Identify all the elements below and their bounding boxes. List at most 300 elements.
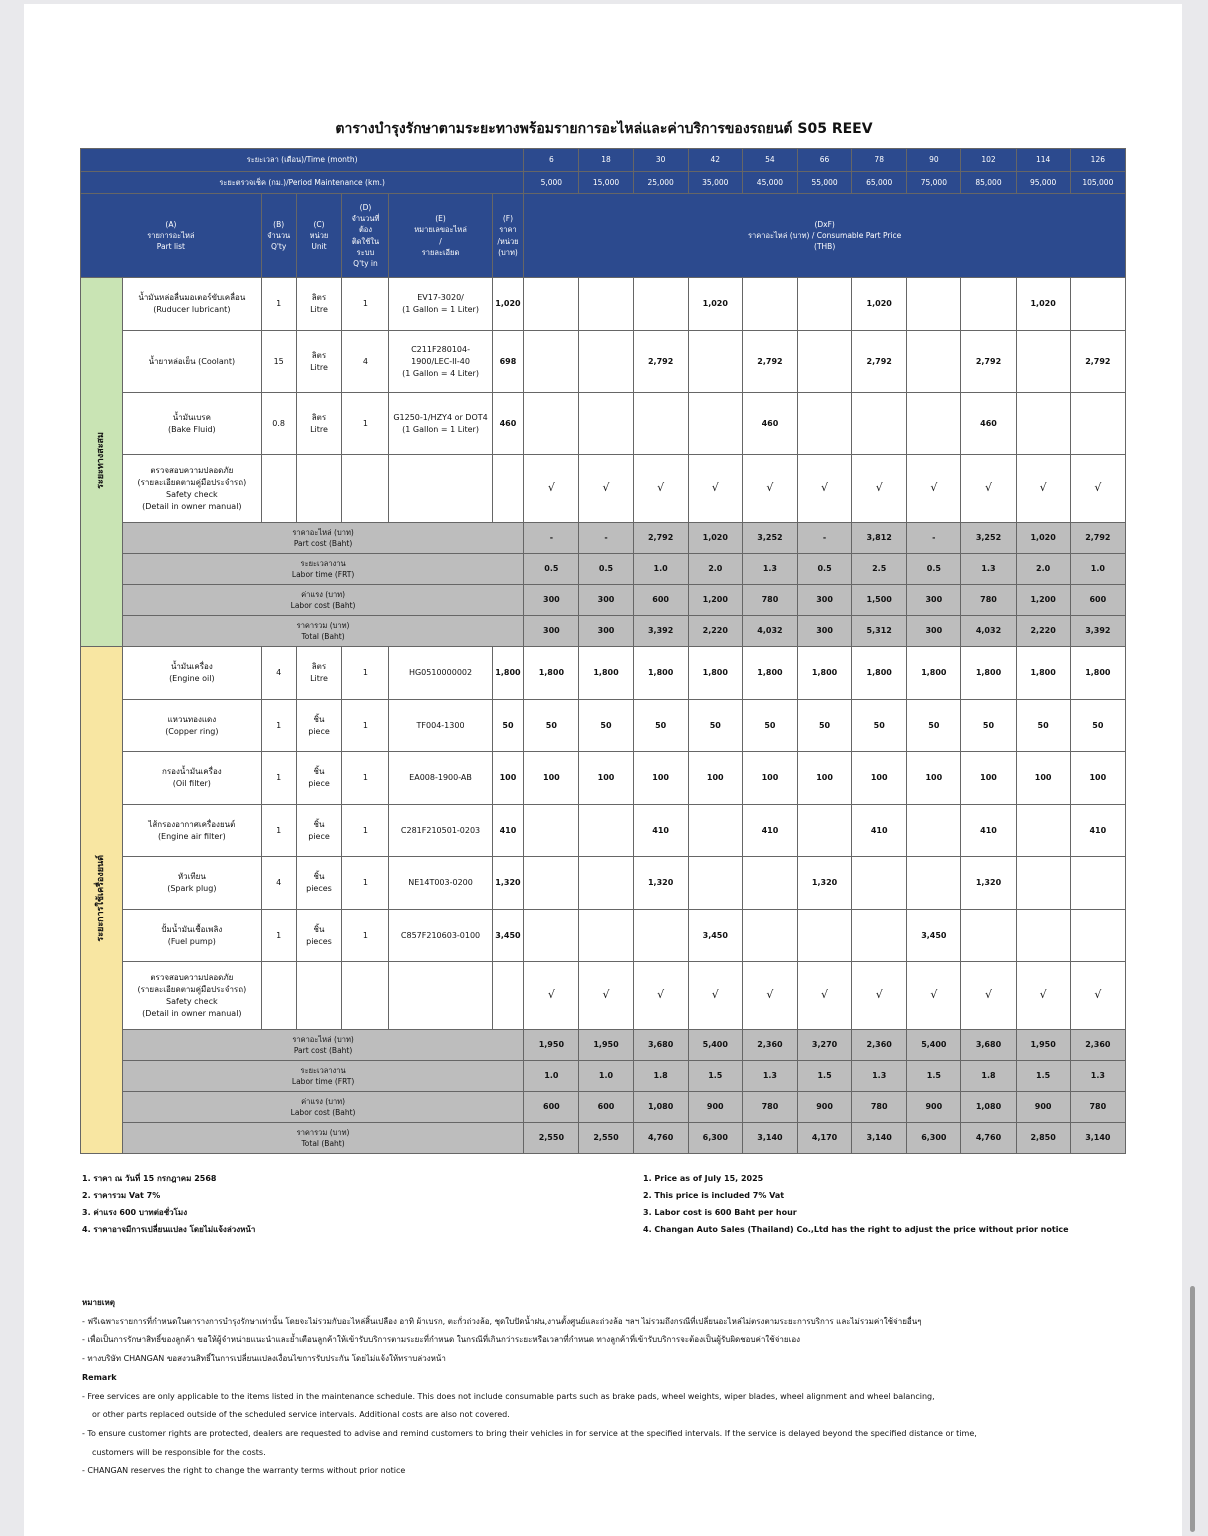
part-cost-cell: 100: [524, 752, 579, 805]
check-mark: √: [1016, 962, 1070, 1030]
part-cost-cell: [961, 278, 1016, 331]
part-number: [389, 647, 492, 700]
part-cost-cell: [633, 393, 688, 455]
table-row: [81, 1030, 1126, 1061]
part-name-line: (Oil filter): [172, 779, 211, 788]
summary-value: 3,392: [1070, 616, 1125, 647]
time-header-label: ระยะเวลา (เดือน)/Time (month): [81, 149, 524, 172]
header-line: /หน่วย: [497, 236, 519, 246]
remark-line-th: - ทางบริษัท CHANGAN ขอสงวนสิทธิ์ในการเปลี่ยนแปลงเงื่อนไขการรับประกัน โดยไม่แจ้งให้ทราบล่วงหน้า: [82, 1354, 446, 1364]
part-qty: 4: [261, 647, 296, 700]
col-header-qty: [261, 194, 296, 278]
col-header-qty-in: [342, 194, 389, 278]
summary-value: 1,200: [688, 585, 742, 616]
footnotes-english: [643, 1170, 1069, 1238]
summary-value: 3,140: [742, 1123, 797, 1154]
summary-value: 2,220: [688, 616, 742, 647]
part-name-line: แหวนทองแดง: [167, 714, 217, 724]
summary-value: 0.5: [524, 554, 579, 585]
part-cost-cell: [798, 910, 852, 962]
part-cost-cell: 50: [1016, 700, 1070, 752]
part-name: [122, 647, 261, 700]
part-cost-cell: 50: [961, 700, 1016, 752]
summary-value: 0.5: [798, 554, 852, 585]
summary-value: 2,360: [852, 1030, 907, 1061]
part-cost-cell: [524, 331, 579, 393]
month-header: 42: [688, 149, 742, 172]
part-cost-cell: 100: [742, 752, 797, 805]
summary-label-line: ระยะเวลางาน: [300, 558, 346, 568]
check-mark: √: [1016, 455, 1070, 523]
header-line: Unit: [311, 242, 327, 252]
header-line: /: [439, 236, 442, 246]
check-mark: √: [1070, 962, 1125, 1030]
part-cost-cell: 50: [907, 700, 961, 752]
footnote-th: 4. ราคาอาจมีการเปลี่ยนแปลง โดยไม่แจ้งล่วงหน้า: [82, 1225, 256, 1234]
part-cost-cell: [907, 393, 961, 455]
unit-line: Litre: [310, 362, 328, 372]
part-cost-cell: [742, 278, 797, 331]
part-cost-cell: 100: [961, 752, 1016, 805]
part-unit-price: 100: [492, 752, 524, 805]
col-header-part-number: [389, 194, 492, 278]
part-cost-cell: 2,792: [742, 331, 797, 393]
summary-value: -: [798, 523, 852, 554]
part-cost-cell: 410: [742, 805, 797, 857]
part-qty-in-system: 1: [342, 910, 389, 962]
header-line: จำนวนที่: [351, 214, 380, 223]
summary-value: 300: [907, 585, 961, 616]
part-cost-cell: 50: [524, 700, 579, 752]
summary-value: 1,020: [1016, 523, 1070, 554]
header-line: Part list: [156, 242, 185, 252]
part-cost-cell: 460: [742, 393, 797, 455]
part-number: [389, 857, 492, 910]
remark-line-en: - To ensure customer rights are protected, dealers are requested to advise and remind customers to bring their vehicles in for service at the specified intervals. If the service is delayed beyond the specified distance or time,: [82, 1428, 977, 1438]
month-header: 102: [961, 149, 1016, 172]
km-header: 65,000: [852, 172, 907, 194]
part-unit-price: 3,450: [492, 910, 524, 962]
part-qty: 0.8: [261, 393, 296, 455]
table-row: [81, 752, 1126, 805]
header-line: ราคา: [499, 225, 517, 235]
check-mark: √: [524, 962, 579, 1030]
part-number-line: C211F280104-: [411, 344, 470, 354]
summary-value: 900: [907, 1092, 961, 1123]
part-cost-cell: 1,800: [742, 647, 797, 700]
part-unit: [296, 910, 342, 962]
summary-value: 1.5: [907, 1061, 961, 1092]
summary-value: 2,550: [579, 1123, 633, 1154]
summary-value: 1.3: [961, 554, 1016, 585]
table-row: [81, 1061, 1126, 1092]
summary-label: [122, 616, 523, 647]
part-cost-cell: 100: [688, 752, 742, 805]
km-header: 105,000: [1070, 172, 1125, 194]
summary-value: 3,252: [961, 523, 1016, 554]
part-qty-in-system: 1: [342, 700, 389, 752]
table-row: [81, 278, 1126, 331]
header-line: รายละเอียด: [421, 247, 460, 257]
summary-value: 1,500: [852, 585, 907, 616]
empty-cell: [296, 455, 342, 523]
part-number: [389, 700, 492, 752]
summary-value: 5,400: [688, 1030, 742, 1061]
header-line: ต้อง: [358, 225, 372, 235]
part-cost-cell: [1016, 393, 1070, 455]
unit-line: piece: [308, 779, 330, 788]
summary-value: 1,950: [579, 1030, 633, 1061]
part-qty-in-system: 1: [342, 752, 389, 805]
header-line: (A): [165, 219, 177, 229]
summary-label: [122, 554, 523, 585]
part-name-line: น้ำมันหล่อลื่นมอเตอร์ขับเคลื่อน: [138, 293, 246, 302]
safety-line: (Detail in owner manual): [142, 501, 242, 511]
summary-value: 1,080: [961, 1092, 1016, 1123]
km-header: 35,000: [688, 172, 742, 194]
part-cost-cell: [907, 857, 961, 910]
header-line: หมายเลขอะไหล่: [414, 225, 467, 235]
summary-value: 1.0: [633, 554, 688, 585]
unit-line: pieces: [306, 884, 332, 893]
part-cost-cell: 1,320: [961, 857, 1016, 910]
summary-value: 1.8: [633, 1061, 688, 1092]
km-header: 95,000: [1016, 172, 1070, 194]
safety-check-label: [122, 455, 261, 523]
part-number-line: NE14T003-0200: [408, 878, 473, 887]
part-qty-in-system: 1: [342, 278, 389, 331]
empty-cell: [342, 962, 389, 1030]
header-line: (THB): [814, 242, 836, 252]
table-row: [81, 700, 1126, 752]
part-number-line: (1 Gallon = 1 Liter): [402, 424, 479, 434]
part-name-line: น้ำยาหล่อเย็น (Coolant): [148, 356, 236, 366]
summary-value: 600: [579, 1092, 633, 1123]
km-header: 75,000: [907, 172, 961, 194]
part-cost-cell: [798, 805, 852, 857]
part-name: [122, 700, 261, 752]
part-name: [122, 857, 261, 910]
summary-label-line: Total (Baht): [301, 1139, 345, 1148]
check-mark: √: [579, 455, 633, 523]
part-cost-cell: [688, 331, 742, 393]
part-qty-in-system: 1: [342, 805, 389, 857]
summary-label: [122, 1030, 523, 1061]
part-cost-cell: [579, 393, 633, 455]
col-header-price: [492, 194, 524, 278]
km-header: 15,000: [579, 172, 633, 194]
table-row: [81, 393, 1126, 455]
part-cost-cell: [907, 331, 961, 393]
part-cost-cell: 1,800: [633, 647, 688, 700]
summary-value: 2.5: [852, 554, 907, 585]
part-name-line: (Ruducer lubricant): [153, 305, 231, 314]
summary-label-line: ราคาอะไหล่ (บาท): [292, 1034, 354, 1044]
summary-label-line: Labor cost (Baht): [290, 601, 356, 610]
table-row: [81, 172, 1126, 194]
unit-line: piece: [308, 831, 330, 841]
month-header: 66: [798, 149, 852, 172]
safety-check-label: [122, 962, 261, 1030]
part-name-line: หัวเทียน: [177, 872, 206, 881]
part-name: [122, 752, 261, 805]
empty-cell: [342, 455, 389, 523]
summary-value: -: [579, 523, 633, 554]
summary-value: 2,550: [524, 1123, 579, 1154]
part-unit: [296, 805, 342, 857]
unit-line: pieces: [306, 936, 332, 946]
part-cost-cell: 1,800: [688, 647, 742, 700]
km-header: 85,000: [961, 172, 1016, 194]
part-unit-price: 1,800: [492, 647, 524, 700]
header-line: (E): [435, 214, 446, 223]
safety-line: (รายละเอียดตามคู่มือประจำรถ): [137, 984, 247, 994]
part-name-line: น้ำมันเบรค: [172, 412, 211, 422]
footnote-en: 3. Labor cost is 600 Baht per hour: [643, 1208, 797, 1217]
summary-value: 1,020: [688, 523, 742, 554]
part-cost-cell: 2,792: [961, 331, 1016, 393]
part-cost-cell: 1,800: [1016, 647, 1070, 700]
part-cost-cell: [1070, 857, 1125, 910]
summary-value: 6,300: [688, 1123, 742, 1154]
km-header: 45,000: [742, 172, 797, 194]
summary-label-line: ราคาอะไหล่ (บาท): [292, 527, 354, 537]
part-cost-cell: 1,800: [1070, 647, 1125, 700]
summary-value: 600: [633, 585, 688, 616]
summary-value: -: [524, 523, 579, 554]
summary-value: 300: [907, 616, 961, 647]
summary-value: 1.3: [742, 1061, 797, 1092]
summary-value: 3,140: [1070, 1123, 1125, 1154]
safety-line: ตรวจสอบความปลอดภัย: [150, 972, 234, 982]
summary-label: [122, 523, 523, 554]
summary-value: 4,760: [961, 1123, 1016, 1154]
part-cost-cell: 100: [579, 752, 633, 805]
month-header: 54: [742, 149, 797, 172]
remark-title-th: หมายเหตุ: [82, 1298, 115, 1307]
summary-value: 4,760: [633, 1123, 688, 1154]
check-mark: √: [1070, 455, 1125, 523]
table-row: [81, 910, 1126, 962]
check-mark: √: [742, 962, 797, 1030]
table-row: [81, 1092, 1126, 1123]
unit-line: ลิตร: [311, 412, 327, 422]
col-header-unit: [296, 194, 342, 278]
empty-cell: [261, 455, 296, 523]
part-cost-cell: [579, 331, 633, 393]
summary-value: 300: [524, 616, 579, 647]
part-cost-cell: 1,020: [1016, 278, 1070, 331]
part-cost-cell: [1070, 393, 1125, 455]
summary-value: 3,812: [852, 523, 907, 554]
footnote-th: 2. ราคารวม Vat 7%: [82, 1191, 161, 1200]
header-line: (บาท): [498, 247, 518, 257]
part-cost-cell: [524, 857, 579, 910]
summary-value: 900: [1016, 1092, 1070, 1123]
part-cost-cell: [852, 910, 907, 962]
part-cost-cell: [1070, 910, 1125, 962]
table-row: [81, 554, 1126, 585]
unit-line: piece: [308, 726, 330, 736]
part-cost-cell: 1,800: [907, 647, 961, 700]
part-cost-cell: 2,792: [633, 331, 688, 393]
summary-label-line: ค่าแรง (บาท): [301, 589, 346, 599]
part-cost-cell: 460: [961, 393, 1016, 455]
remark-line-en: customers will be responsible for the costs.: [92, 1447, 266, 1457]
summary-label-line: Labor cost (Baht): [290, 1108, 356, 1117]
table-row: [81, 523, 1126, 554]
summary-value: 3,680: [633, 1030, 688, 1061]
scrollbar-thumb[interactable]: [1190, 1286, 1195, 1532]
part-unit: [296, 700, 342, 752]
unit-line: ชิ้น: [313, 924, 325, 934]
part-cost-cell: 100: [1016, 752, 1070, 805]
part-cost-cell: 410: [852, 805, 907, 857]
month-header: 114: [1016, 149, 1070, 172]
footnote-en: 2. This price is included 7% Vat: [643, 1191, 785, 1200]
summary-value: 1,950: [524, 1030, 579, 1061]
part-qty: 1: [261, 700, 296, 752]
part-unit-price: 410: [492, 805, 524, 857]
summary-label-line: Total (Baht): [301, 632, 345, 641]
month-header: 18: [579, 149, 633, 172]
part-cost-cell: [907, 278, 961, 331]
summary-value: 300: [798, 616, 852, 647]
header-line: หน่วย: [309, 230, 329, 240]
empty-cell: [389, 455, 492, 523]
summary-value: 5,400: [907, 1030, 961, 1061]
part-name: [122, 278, 261, 331]
footnote-en: 4. Changan Auto Sales (Thailand) Co.,Ltd has the right to adjust the price without prior notice: [643, 1225, 1069, 1234]
part-cost-cell: 2,792: [1070, 331, 1125, 393]
part-cost-cell: [688, 857, 742, 910]
part-cost-cell: 1,800: [579, 647, 633, 700]
part-unit-price: 698: [492, 331, 524, 393]
part-cost-cell: [524, 393, 579, 455]
summary-value: 300: [524, 585, 579, 616]
summary-label-line: Part cost (Baht): [293, 539, 353, 548]
part-cost-cell: 100: [852, 752, 907, 805]
header-line: จำนวน: [267, 230, 291, 240]
summary-label-line: ระยะเวลางาน: [300, 1065, 346, 1075]
summary-value: 3,680: [961, 1030, 1016, 1061]
page-title: ตารางบำรุงรักษาตามระยะทางพร้อมรายการอะไหล่และค่าบริการของรถยนต์ S05 REEV: [335, 121, 873, 137]
footnotes-thai: [82, 1170, 255, 1238]
part-cost-cell: [688, 805, 742, 857]
summary-value: 3,270: [798, 1030, 852, 1061]
unit-line: Litre: [310, 424, 328, 434]
check-mark: √: [798, 962, 852, 1030]
header-line: (F): [502, 214, 514, 223]
part-qty: 1: [261, 278, 296, 331]
check-mark: √: [961, 962, 1016, 1030]
part-cost-cell: [1016, 805, 1070, 857]
part-cost-cell: 50: [688, 700, 742, 752]
table-row: [81, 805, 1126, 857]
summary-label-line: Labor time (FRT): [291, 1077, 355, 1086]
summary-value: 2.0: [688, 554, 742, 585]
summary-value: 780: [852, 1092, 907, 1123]
part-number-line: EV17-3020/: [417, 293, 464, 302]
summary-label-line: ราคารวม (บาท): [296, 1127, 350, 1137]
unit-line: ชิ้น: [313, 714, 325, 724]
summary-value: 0.5: [907, 554, 961, 585]
remark-title-en: Remark: [82, 1372, 117, 1382]
unit-line: ชิ้น: [313, 767, 325, 776]
part-cost-cell: [579, 910, 633, 962]
summary-value: 1,080: [633, 1092, 688, 1123]
safety-line: (รายละเอียดตามคู่มือประจำรถ): [137, 477, 247, 487]
header-line: Q'ty: [270, 242, 287, 252]
month-header: 30: [633, 149, 688, 172]
part-number: [389, 805, 492, 857]
summary-value: 1.3: [852, 1061, 907, 1092]
part-name-line: กรองน้ำมันเครื่อง: [162, 767, 222, 776]
part-unit: [296, 393, 342, 455]
summary-value: 900: [798, 1092, 852, 1123]
summary-value: 4,032: [961, 616, 1016, 647]
part-cost-cell: 100: [1070, 752, 1125, 805]
summary-value: 2,792: [633, 523, 688, 554]
part-cost-cell: 100: [633, 752, 688, 805]
remarks-section: [82, 1294, 1082, 1481]
summary-value: -: [907, 523, 961, 554]
summary-value: 2,220: [1016, 616, 1070, 647]
summary-value: 780: [1070, 1092, 1125, 1123]
summary-value: 300: [798, 585, 852, 616]
part-number-line: (1 Gallon = 4 Liter): [402, 368, 479, 378]
month-header: 90: [907, 149, 961, 172]
footnote-th: 3. ค่าแรง 600 บาทต่อชั่วโมง: [82, 1208, 188, 1217]
summary-value: 600: [1070, 585, 1125, 616]
part-name-line: (Copper ring): [165, 726, 219, 736]
part-cost-cell: [579, 805, 633, 857]
part-name-line: (Engine oil): [169, 674, 215, 683]
check-mark: √: [742, 455, 797, 523]
header-line: (B): [273, 219, 285, 229]
part-cost-cell: [852, 393, 907, 455]
part-cost-cell: 1,320: [798, 857, 852, 910]
km-header: 55,000: [798, 172, 852, 194]
header-line: ราคาอะไหล่ (บาท) / Consumable Part Price: [748, 230, 902, 240]
part-unit: [296, 647, 342, 700]
part-name-line: (Fuel pump): [167, 936, 216, 946]
summary-value: 900: [688, 1092, 742, 1123]
unit-line: ลิตร: [311, 662, 327, 671]
part-name-line: ไส้กรองอากาศเครื่องยนต์: [148, 819, 236, 829]
part-cost-cell: [798, 278, 852, 331]
empty-cell: [261, 962, 296, 1030]
part-name: [122, 393, 261, 455]
part-qty-in-system: 1: [342, 393, 389, 455]
summary-value: 300: [579, 616, 633, 647]
part-unit: [296, 857, 342, 910]
summary-value: 1.3: [742, 554, 797, 585]
summary-label-line: Part cost (Baht): [293, 1046, 353, 1055]
part-number: [389, 393, 492, 455]
part-qty: 4: [261, 857, 296, 910]
summary-value: 2,360: [742, 1030, 797, 1061]
group-side-text: ระยะทางสะสม: [95, 431, 106, 489]
table-row: [81, 585, 1126, 616]
summary-label: [122, 1092, 523, 1123]
part-cost-cell: [579, 278, 633, 331]
part-name: [122, 805, 261, 857]
check-mark: √: [633, 962, 688, 1030]
table-row: [81, 962, 1126, 1030]
table-row: [81, 194, 1126, 278]
check-mark: √: [798, 455, 852, 523]
